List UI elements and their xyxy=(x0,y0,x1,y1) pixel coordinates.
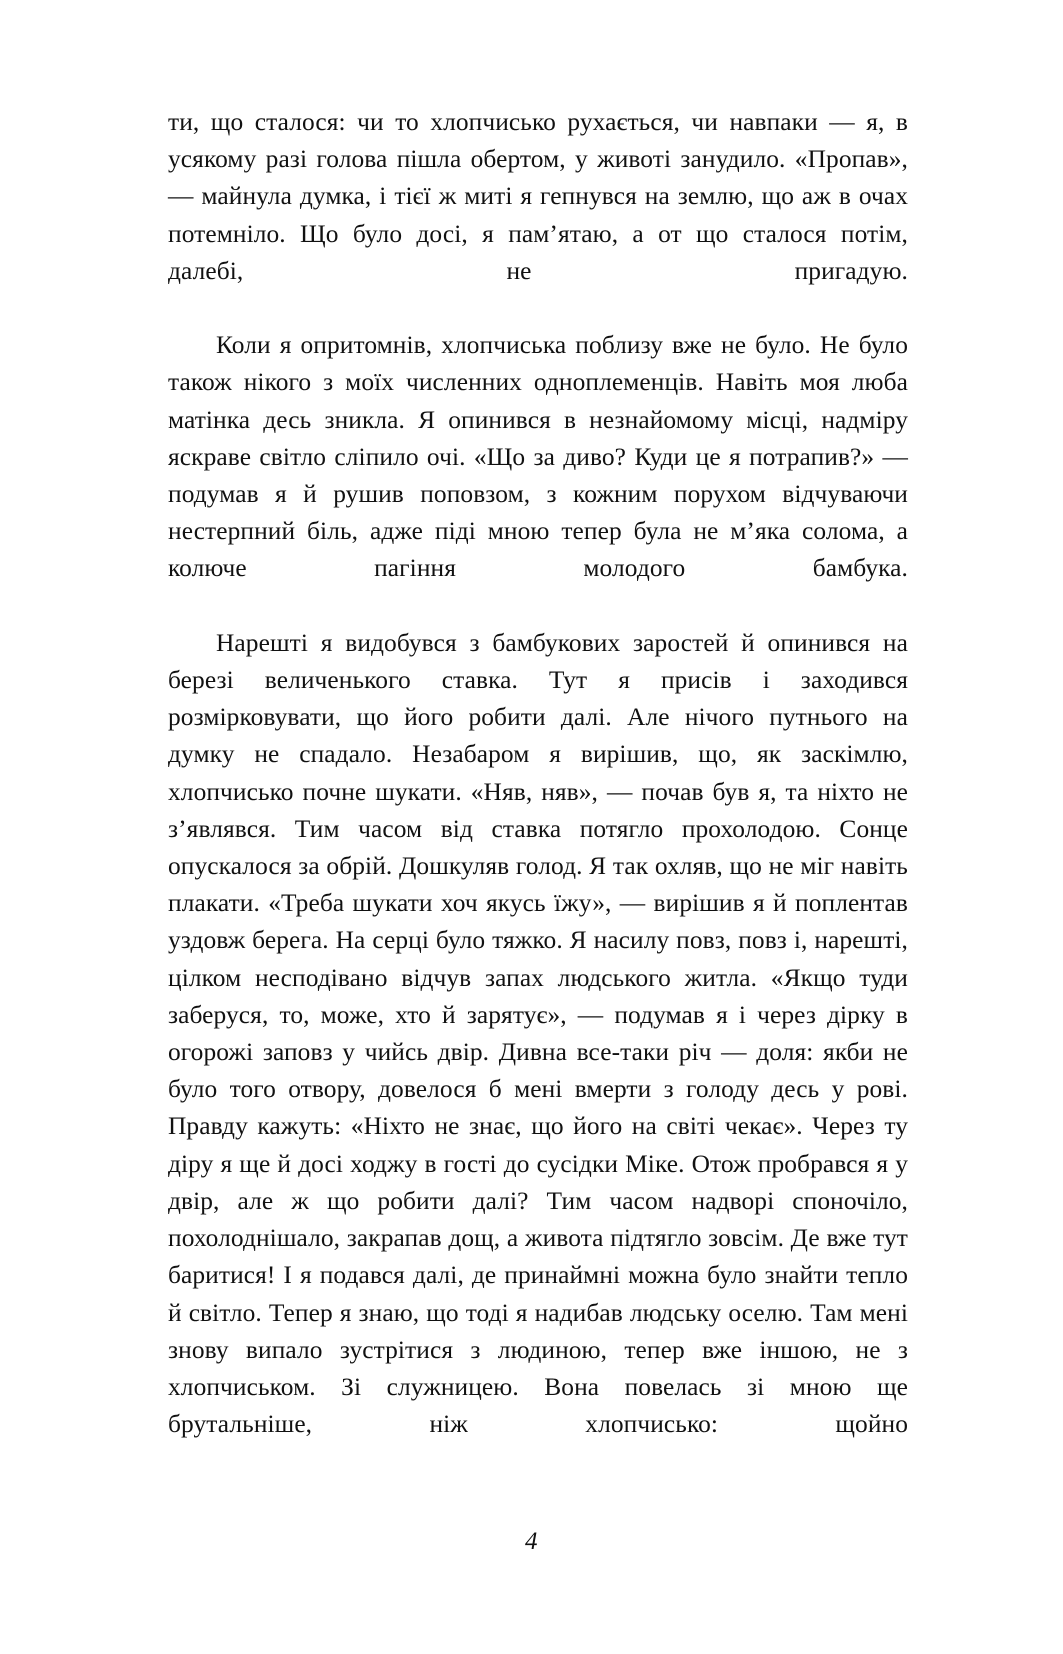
paragraph-1: ти, що сталося: чи то хлопчисько рухається, чи навпаки — я, в усякому разі голова пішла обертом, у животі занудило. «Пропав», — майнула думка, і тієї ж миті я гепнувся на землю, що аж в очах потемніло. Що було досі, я пам’ятаю, а от що сталося потім, далебі, не пригадую. xyxy=(168,108,908,285)
page-number: 4 xyxy=(525,1528,538,1555)
paragraph-3: Нарешті я видобувся з бамбукових заростей й опинився на березі величенького ставка. Тут я присів і заходився розмірковувати, що його робити далі. Але нічого путнього на думку не спадало. Незабаром я вирішив, що, як заскімлю, хлопчисько почне шукати. «Няв, няв», — почав був я, та ніхто не з’являвся. Тим часом від ставка потягло прохолодою. Сонце опускалося за обрій. Дошкуляв голод. Я так охляв, що не міг навіть плакати. «Треба шукати хоч якусь їжу», — вирішив я й поплентав уздовж берега. На серці було тяжко. Я насилу повз, повз і, нарешті, цілком несподівано відчув запах людського житла. «Якщо туди заберуся, то, може, хто й зарятує», — подумав я і через дірку в огорожі заповз у чийсь двір. Дивна все-таки річ — доля: якби не було того отвору, довелося б мені вмерти з голоду десь у рові. Правду кажуть: «Ніхто не знає, що його на світі чекає». Через ту діру я ще й досі ходжу в гості до сусідки Міке. Отож пробрався я у двір, але ж що робити далі? Тим часом надворі споночіло, похолоднішало, закрапав дощ, а живота підтягло зовсім. Де вже тут баритися! І я подався далі, де принаймні можна було знайти тепло й світло. Тепер я знаю, що тоді я надибав людську оселю. Там мені знову випало зустрітися з людиною, тепер вже іншою, не з хлопчиськом. Зі служницею. Вона повелась зі мною ще брутальніше, ніж хлопчисько: щойно xyxy=(168,628,908,1439)
paragraph-2: Коли я опритомнів, хлопчиська поблизу вже не було. Не було також нікого з моїх численних одноплеменців. Навіть моя люба матінка десь зникла. Я опинився в незнайомому місці, надміру яскраве світло сліпило очі. «Що за диво? Куди це я потрапив?» — подумав я й рушив поповзом, з кожним порухом відчуваючи нестерпний біль, адже піді мною тепер була не м’яка солома, а колюче пагіння молодого бамбука. xyxy=(168,331,908,583)
page-text-block xyxy=(168,104,908,1481)
